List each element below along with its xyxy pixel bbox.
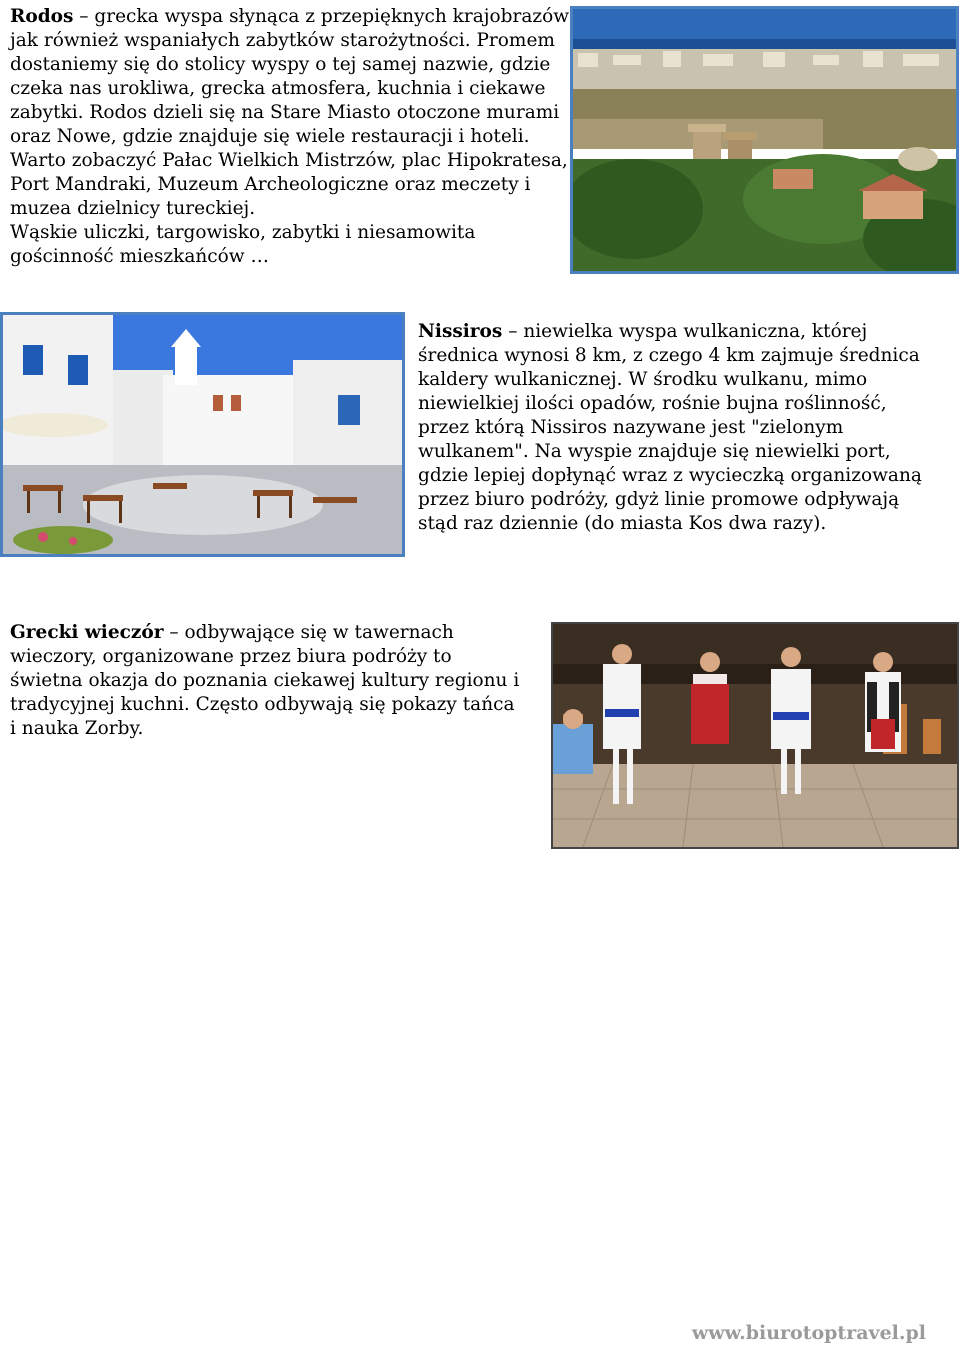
dance-photo — [551, 622, 959, 849]
rodos-photo — [570, 6, 959, 274]
rodos-title: Rodos — [10, 6, 74, 27]
wieczor-paragraph — [10, 621, 520, 741]
nissiros-body: – niewielka wyspa wulkaniczna, której średnica wynosi 8 km, z czego 4 km zajmuje średnica kaldery wulkanicznej. W środku wulkanu, mimo niewielkiej ilości opadów, rośnie bujna roślinność, przez którą Nissiros nazywane jest "zielonym wulkanem". Na wyspie znajduje się niewielki port, gdzie lepiej dopłynąć wraz z wycieczką organizowaną przez biuro podróży, gdyż linie promowe odpływają stąd raz dziennie (do miasta Kos dwa razy). — [418, 321, 922, 534]
wieczor-title: Grecki wieczór — [10, 622, 164, 643]
nissiros-title: Nissiros — [418, 321, 503, 342]
nissiros-paragraph — [418, 320, 938, 536]
nissiros-photo — [0, 312, 405, 557]
rodos-paragraph — [10, 5, 570, 269]
footer-url: www.biurotoptravel.pl — [691, 1322, 926, 1344]
rodos-body-second: Wąskie uliczki, targowisko, zabytki i niesamowita gościnność mieszkańców … — [10, 222, 476, 267]
wieczor-body: – odbywające się w tawernach wieczory, organizowane przez biura podróży to świetna okazja do poznania ciekawej kultury regionu i tradycyjnej kuchni. Często odbywają się pokazy tańca i nauka Zorby. — [10, 622, 520, 739]
rodos-body: – grecka wyspa słynąca z przepięknych krajobrazów jak również wspaniałych zabytków starożytności. Promem dostaniemy się do stolicy wyspy o tej samej nazwie, gdzie czeka nas urokliwa, grecka atmosfera, kuchnia i ciekawe zabytki. Rodos dzieli się na Stare Miasto otoczone murami oraz Nowe, gdzie znajduje się wiele restauracji i hoteli. Warto zobaczyć Pałac Wielkich Mistrzów, plac Hipokratesa, Port Mandraki, Muzeum Archeologiczne oraz meczety i muzea dzielnicy tureckiej. — [10, 6, 570, 219]
